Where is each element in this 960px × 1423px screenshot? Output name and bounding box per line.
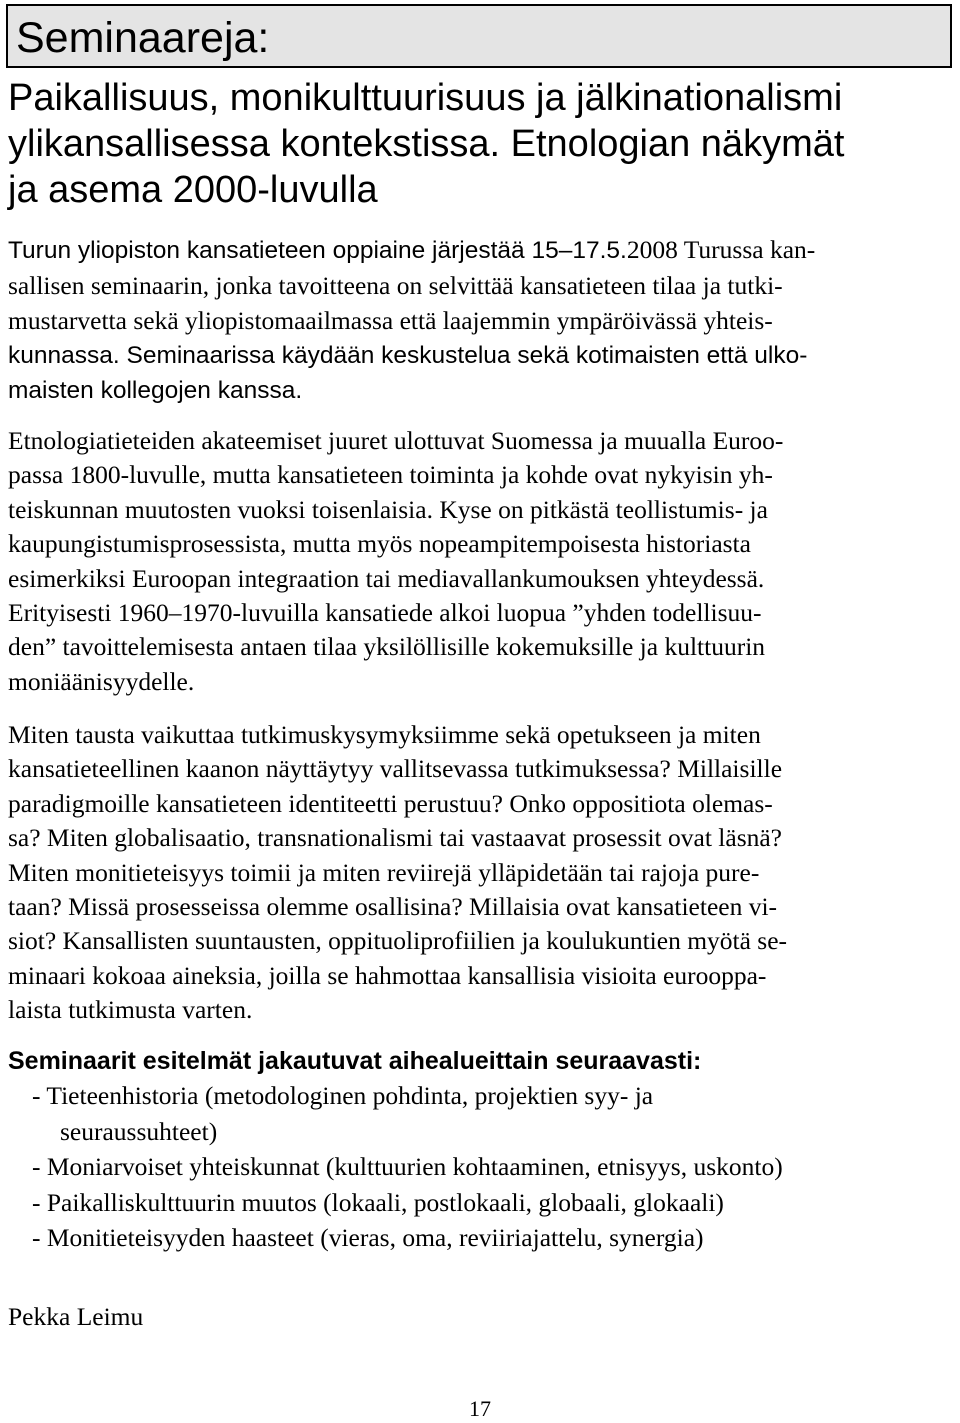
intro-serif-segment: 2008 Turussa kan- — [626, 235, 816, 264]
paragraph-line: moniäänisyydelle. — [8, 666, 195, 696]
topic-item: - Tieteenhistoria (metodologinen pohdinta, projektien syy- ja — [32, 1081, 654, 1110]
paragraph-line: Miten monitieteisyys toimii ja miten reviirejä ylläpidetään tai rajoja pure- — [8, 857, 760, 887]
title-box — [6, 4, 952, 68]
paragraph-line: kansatieteellinen kaanon näyttäytyy vallitsevassa tutkimuksessa? Millaisille — [8, 754, 783, 784]
questions-paragraph — [8, 718, 787, 1028]
paragraph-line: teiskunnan muutosten vuoksi toisenlaisia. Kyse on pitkästä teollistumis- ja — [8, 494, 768, 524]
topic-item-continuation: seuraussuhteet) — [60, 1116, 218, 1146]
topic-item: - Moniarvoiset yhteiskunnat (kulttuurien kohtaaminen, etnisyys, uskonto) — [32, 1152, 783, 1181]
paragraph-line: passa 1800-luvulle, mutta kansatieteen toiminta ja kohde ovat nykyisin yh- — [8, 460, 773, 490]
paragraph-line: Etnologiatieteiden akateemiset juuret ulottuvat Suomessa ja muualla Euroo- — [8, 426, 784, 455]
subtitle-line: Paikallisuus, monikulttuurisuus ja jälkinationalismi — [8, 77, 843, 119]
paragraph-line: kaupungistumisprosessista, mutta myös nopeampitempoisesta historiasta — [8, 529, 751, 559]
paragraph-line: Erityisesti 1960–1970-luvuilla kansatiede alkoi luopua ”yhden todellisuu- — [8, 598, 762, 628]
paragraph-line: laista tutkimusta varten. — [8, 995, 253, 1025]
intro-paragraph — [8, 232, 815, 408]
paragraph-line: paradigmoille kansatieteen identiteetti perustuu? Onko oppositiota olemas- — [8, 788, 773, 818]
paragraph-line: sa? Miten globalisaatio, transnationalismi tai vastaavat prosessit ovat läsnä? — [8, 823, 783, 853]
seminar-subtitle — [8, 75, 952, 213]
paragraph-line: minaari kokoaa aineksia, joilla se hahmottaa kansallisia visioita eurooppa- — [8, 960, 767, 990]
subtitle-line: ja asema 2000-luvulla — [8, 169, 378, 211]
page-title: Seminaareja: — [16, 14, 270, 62]
paragraph-line: siot? Kansallisten suuntausten, oppituoliprofiilien ja koulukuntien myötä se- — [8, 926, 788, 956]
subtitle-line: ylikansallisessa kontekstissa. Etnologian näkymät — [8, 123, 845, 165]
intro-line: maisten kollegojen kanssa. — [8, 377, 303, 404]
topic-item: - Paikalliskulttuurin muutos (lokaali, postlokaali, globaali, glokaali) — [32, 1187, 724, 1217]
intro-line: sallisen seminaarin, jonka tavoitteena on selvittää kansatieteen tilaa ja tutki- — [8, 271, 783, 300]
paragraph-line: taan? Missä prosesseissa olemme osallisina? Millaisia ovat kansatieteen vi- — [8, 892, 778, 922]
intro-line: kunnassa. Seminaarissa käydään keskustelua sekä kotimaisten että ulko- — [8, 342, 808, 369]
intro-sans-segment: Turun yliopiston kansatieteen oppiaine järjestää 15–17.5. — [8, 237, 627, 264]
topic-item: - Monitieteisyyden haasteet (vieras, oma, reviiriajattelu, synergia) — [32, 1223, 704, 1252]
paragraph-line: Miten tausta vaikuttaa tutkimuskysymyksiimme sekä opetukseen ja miten — [8, 720, 761, 749]
author-name: Pekka Leimu — [8, 1302, 144, 1331]
paragraph-line: esimerkiksi Euroopan integraation tai mediavallankumouksen yhteydessä. — [8, 563, 765, 593]
paragraph-line: den” tavoittelemisesta antaen tilaa yksilöllisille kokemuksille ja kulttuurin — [8, 632, 766, 662]
intro-line — [8, 232, 815, 268]
background-paragraph — [8, 424, 783, 699]
topics-list — [32, 1078, 783, 1256]
topics-heading: Seminaarit esitelmät jakautuvat aihealueittain seuraavasti: — [8, 1047, 702, 1075]
intro-line: mustarvetta sekä yliopistomaailmassa että laajemmin ympäröivässä yhteis- — [8, 306, 773, 335]
page-number: 17 — [469, 1396, 491, 1421]
